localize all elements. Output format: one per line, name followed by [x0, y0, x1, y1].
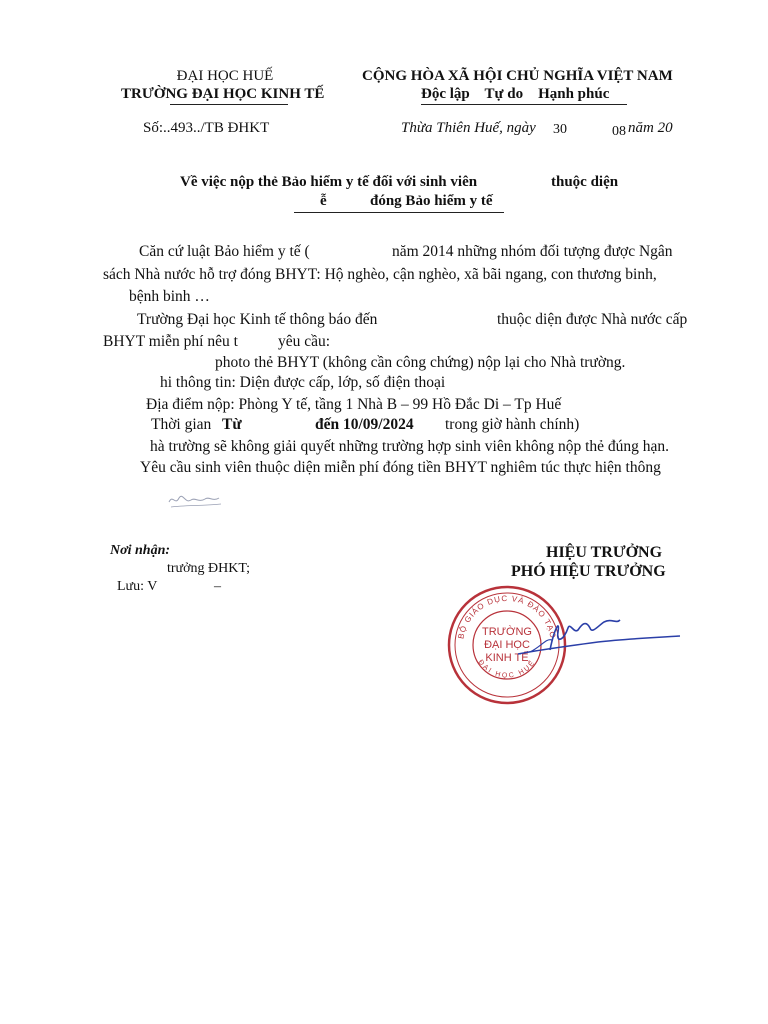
body-p1-line3: bệnh binh … — [129, 288, 210, 305]
signer-title: HIỆU TRƯỞNG — [546, 544, 663, 561]
recipients-label: Nơi nhận: — [110, 543, 171, 558]
signature-icon — [508, 610, 688, 670]
body-p8: Yêu cầu sinh viên thuộc diện miễn phí đóng tiền BHYT nghiêm túc thực hiện thông — [140, 459, 661, 476]
title-line1: Về việc nộp thẻ Bảo hiểm y tế đối với sinh viên — [180, 174, 478, 190]
stamp-center-line3: KINH TẾ — [485, 652, 529, 664]
body-p6-to: đến 10/09/2024 — [315, 416, 414, 433]
body-p2-line1b: thuộc diện được Nhà nước cấp — [497, 311, 688, 328]
body-p4: hi thông tin: Diện được cấp, lớp, số điện thoại — [160, 374, 446, 391]
body-p1-line1a: Căn cứ luật Bảo hiểm y tế ( — [139, 243, 310, 260]
title-line2: đóng Bảo hiểm y tế — [370, 193, 493, 209]
recipients-line1: trưởng ĐHKT; — [167, 561, 251, 576]
body-p7: hà trường sẽ không giải quyết những trường hợp sinh viên không nộp thẻ đúng hạn. — [150, 438, 670, 455]
school-underline — [170, 104, 288, 105]
school-name: TRƯỜNG ĐẠI HỌC KINH TẾ — [121, 86, 325, 102]
university-name: ĐẠI HỌC HUẾ — [176, 68, 274, 84]
stamp-ring-text: BỘ GIÁO DỤC VÀ ĐÀO TẠO — [456, 593, 558, 640]
body-p6-hours: trong giờ hành chính) — [445, 416, 580, 433]
body-p2-line2a: BHYT miễn phí nêu t — [103, 333, 238, 350]
stamp-center-line1: TRƯỜNG — [482, 626, 532, 638]
motto-underline — [421, 104, 627, 105]
date-year: năm 20 — [628, 120, 673, 136]
country-name: CỘNG HÒA XÃ HỘI CHỦ NGHĨA VIỆT NAM — [362, 68, 673, 84]
place-date: Thừa Thiên Huế, ngày — [401, 120, 536, 136]
date-month: 08 — [612, 124, 626, 139]
signer-deputy-title: PHÓ HIỆU TRƯỞNG — [511, 563, 666, 580]
title-underline — [294, 212, 504, 213]
body-p6-from: Từ — [222, 416, 242, 433]
body-p1-line1b: năm 2014 những nhóm đối tượng được Ngân — [392, 243, 673, 260]
recipients-line2: Lưu: V — [117, 579, 158, 594]
body-p6-label: Thời gian — [151, 416, 212, 433]
recipients-line2-dash: – — [214, 579, 221, 594]
motto: Độc lập Tự do Hạnh phúc — [421, 86, 610, 102]
title-line1-end: thuộc diện — [551, 174, 619, 190]
body-p3: photo thẻ BHYT (không cần công chứng) nộp lại cho Nhà trường. — [215, 354, 626, 371]
title-line2-start: ễ — [320, 193, 327, 209]
body-p1-line2: sách Nhà nước hỗ trợ đóng BHYT: Hộ nghèo, cận nghèo, xã bãi ngang, con thương binh, — [103, 266, 657, 283]
document-number: Số:..493../TB ĐHKT — [143, 120, 270, 136]
date-day: 30 — [553, 122, 567, 137]
body-p2-line1a: Trường Đại học Kinh tế thông báo đến — [137, 311, 378, 328]
stamp-bottom-text: ĐẠI HỌC HUẾ — [476, 658, 538, 680]
body-p5: Địa điểm nộp: Phòng Y tế, tầng 1 Nhà B – 99 Hồ Đắc Di – Tp Huế — [146, 396, 562, 413]
body-p2-line2b: yêu cầu: — [278, 333, 331, 350]
handwritten-initials — [165, 488, 225, 512]
stamp-center-line2: ĐẠI HỌC — [484, 639, 530, 651]
